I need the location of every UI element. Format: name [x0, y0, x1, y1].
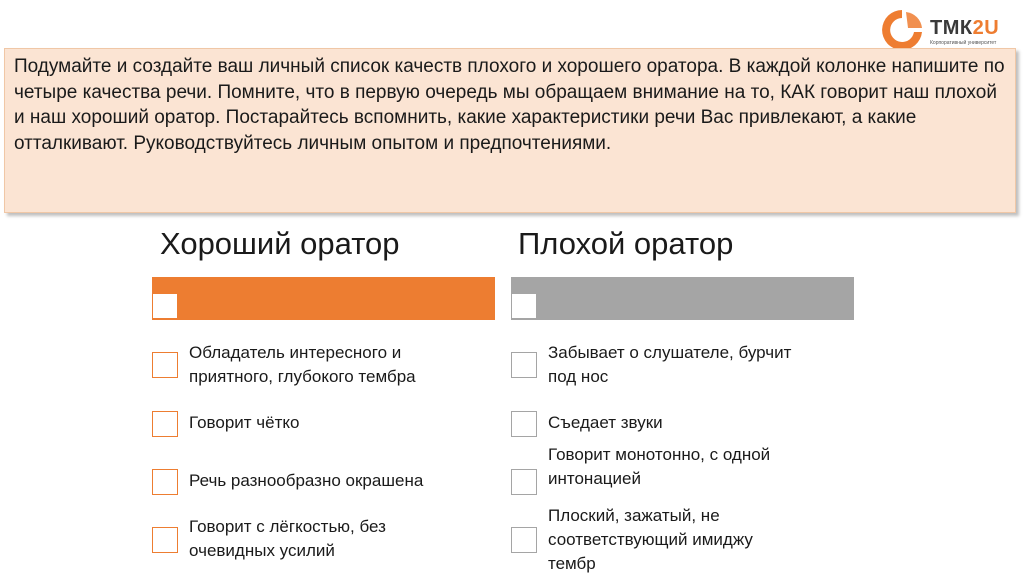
bad-item-text: Забывает о слушателе, бурчит под нос: [548, 343, 792, 386]
good-item-text: Говорит с лёгкостью, без очевидных усилий: [189, 517, 386, 560]
good-header-checkbox[interactable]: [152, 293, 178, 319]
bad-speaker-title: Плохой оратор: [518, 226, 734, 261]
logo-mark-icon: [878, 6, 926, 54]
good-item-checkbox[interactable]: [152, 527, 178, 553]
company-logo: [878, 6, 1024, 54]
bad-item-checkbox[interactable]: [511, 469, 537, 495]
logo-wordmark: ТМК2U: [930, 17, 1000, 39]
bad-column-header-bar: [511, 277, 854, 320]
logo-subtitle: Корпоративный университет: [930, 40, 997, 46]
good-speaker-title: Хороший оратор: [160, 226, 400, 261]
good-column-header-bar: [152, 277, 495, 320]
good-item-checkbox[interactable]: [152, 411, 178, 437]
good-item-text: Речь разнообразно окрашена: [189, 471, 424, 490]
bad-item-checkbox[interactable]: [511, 527, 537, 553]
bad-item-checkbox[interactable]: [511, 352, 537, 378]
instruction-box: Подумайте и создайте ваш личный список качеств плохого и хорошего оратора. В каждой колонке напишите по четыре качества речи. Помните, что в первую очередь мы обращаем внимание на то, КАК говорит наш плохой и наш хороший оратор. Постарайтесь вспомнить, какие характеристики речи Вас привлекают, а какие отталкивают. Руководствуйтесь личным опытом и предпочтениями.: [4, 48, 1016, 213]
bad-header-checkbox[interactable]: [511, 293, 537, 319]
bad-item-text: Съедает звуки: [548, 413, 663, 432]
good-item-text: Говорит чётко: [189, 413, 300, 432]
good-item-checkbox[interactable]: [152, 469, 178, 495]
bad-item-checkbox[interactable]: [511, 411, 537, 437]
bad-item-text: Говорит монотонно, с одной интонацией: [548, 445, 771, 488]
good-item-text: Обладатель интересного и приятного, глубокого тембра: [189, 343, 416, 386]
bad-item-text: Плоский, зажатый, не соответствующий имиджу тембр: [548, 506, 753, 573]
good-item-checkbox[interactable]: [152, 352, 178, 378]
